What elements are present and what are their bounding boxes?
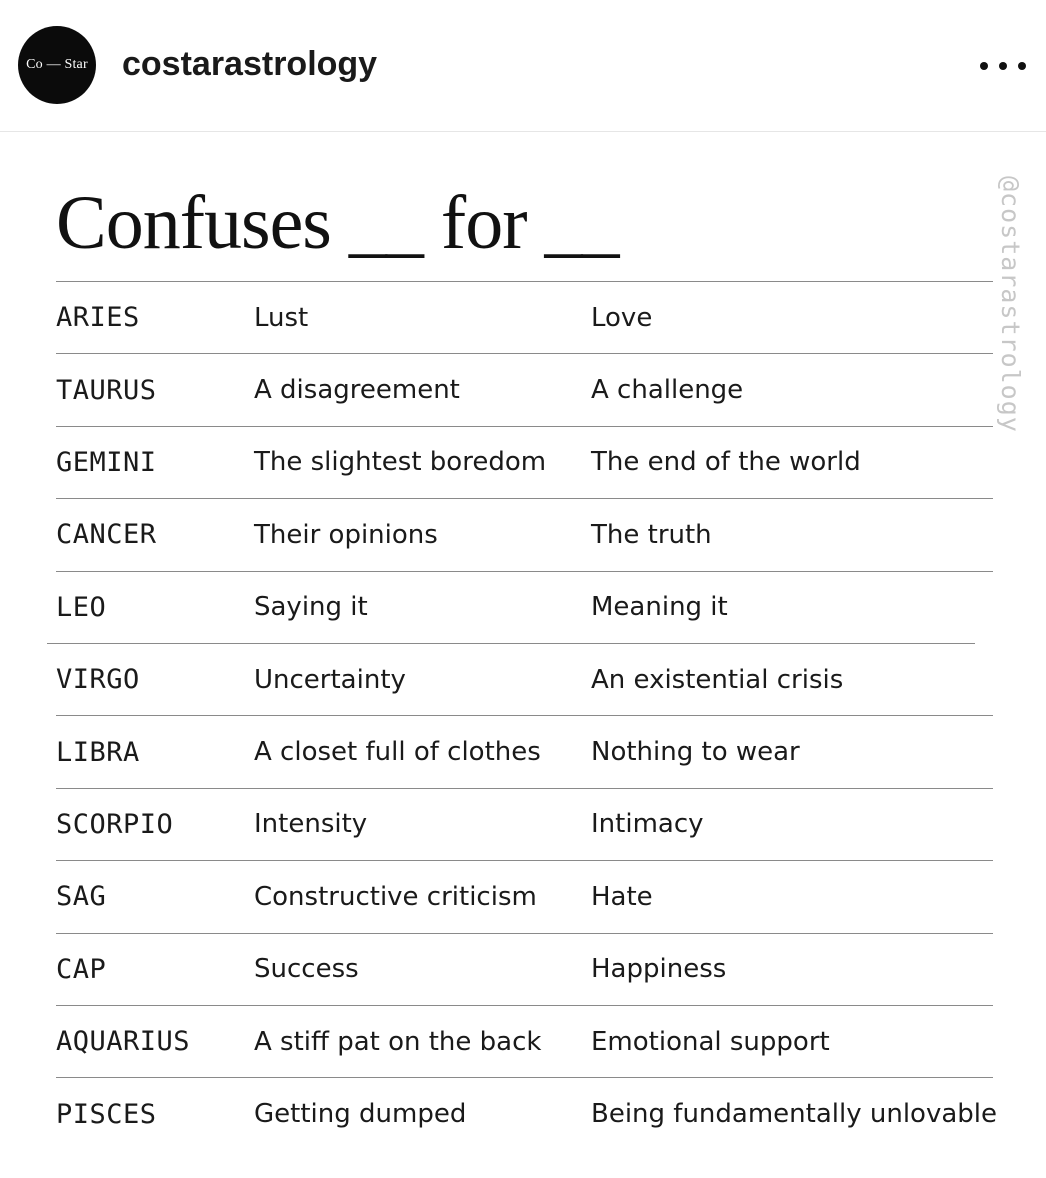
confuses-cell: Getting dumped bbox=[254, 1099, 467, 1130]
sign-cell: VIRGO bbox=[56, 664, 140, 696]
post-header bbox=[0, 0, 1046, 132]
sign-cell: GEMINI bbox=[56, 446, 157, 478]
table-row bbox=[56, 861, 993, 933]
watermark: @costarastrology bbox=[996, 176, 1025, 433]
confuses-cell: The slightest boredom bbox=[254, 447, 547, 478]
confuses-cell: Intensity bbox=[254, 809, 368, 840]
more-dot bbox=[999, 62, 1007, 70]
table-row bbox=[56, 282, 993, 354]
table-row bbox=[47, 572, 975, 644]
for-cell: Happiness bbox=[591, 954, 727, 985]
table-row bbox=[56, 354, 993, 426]
avatar[interactable]: Co — Star bbox=[18, 26, 96, 104]
sign-cell: PISCES bbox=[56, 1098, 157, 1130]
for-cell: Hate bbox=[591, 881, 653, 912]
confuses-cell: A closet full of clothes bbox=[254, 737, 541, 768]
for-cell: A challenge bbox=[591, 375, 744, 406]
sign-cell: CAP bbox=[56, 953, 107, 985]
confuses-cell: A disagreement bbox=[254, 375, 460, 406]
sign-cell: TAURUS bbox=[56, 374, 157, 406]
sign-cell: LEO bbox=[56, 591, 107, 623]
more-horizontal-icon[interactable] bbox=[980, 54, 1026, 78]
sign-cell: SCORPIO bbox=[56, 808, 174, 840]
for-cell: Being fundamentally unlovable bbox=[591, 1099, 998, 1130]
for-cell: Meaning it bbox=[591, 592, 728, 623]
sign-cell: AQUARIUS bbox=[56, 1026, 191, 1058]
table-row bbox=[56, 499, 993, 571]
table-row bbox=[56, 716, 993, 788]
sign-cell: SAG bbox=[56, 881, 107, 913]
for-cell: An existential crisis bbox=[591, 664, 844, 695]
more-dot bbox=[980, 62, 988, 70]
table-row bbox=[56, 789, 993, 861]
username-link[interactable]: costarastrology bbox=[122, 45, 378, 83]
for-cell: Intimacy bbox=[591, 809, 704, 840]
confuses-cell: Saying it bbox=[254, 592, 368, 623]
confuses-cell: Their opinions bbox=[254, 519, 438, 550]
for-cell: Love bbox=[591, 302, 653, 333]
for-cell: The end of the world bbox=[591, 447, 861, 478]
more-dot bbox=[1018, 62, 1026, 70]
confuses-cell: Uncertainty bbox=[254, 664, 406, 695]
table-row bbox=[56, 644, 993, 716]
sign-cell: ARIES bbox=[56, 302, 140, 334]
post-title: Confuses __ for __ bbox=[56, 181, 619, 265]
table-row bbox=[56, 1078, 998, 1150]
confuses-cell: Constructive criticism bbox=[254, 881, 537, 912]
table-row bbox=[56, 934, 993, 1006]
sign-cell: CANCER bbox=[56, 519, 157, 551]
for-cell: Emotional support bbox=[591, 1026, 830, 1057]
sign-cell: LIBRA bbox=[56, 736, 140, 768]
for-cell: The truth bbox=[591, 519, 712, 550]
zodiac-table bbox=[56, 281, 998, 1151]
table-row bbox=[56, 427, 993, 499]
table-row bbox=[56, 1006, 993, 1078]
confuses-cell: Lust bbox=[254, 302, 309, 333]
confuses-cell: Success bbox=[254, 954, 359, 985]
for-cell: Nothing to wear bbox=[591, 737, 800, 768]
confuses-cell: A stiff pat on the back bbox=[254, 1026, 542, 1057]
